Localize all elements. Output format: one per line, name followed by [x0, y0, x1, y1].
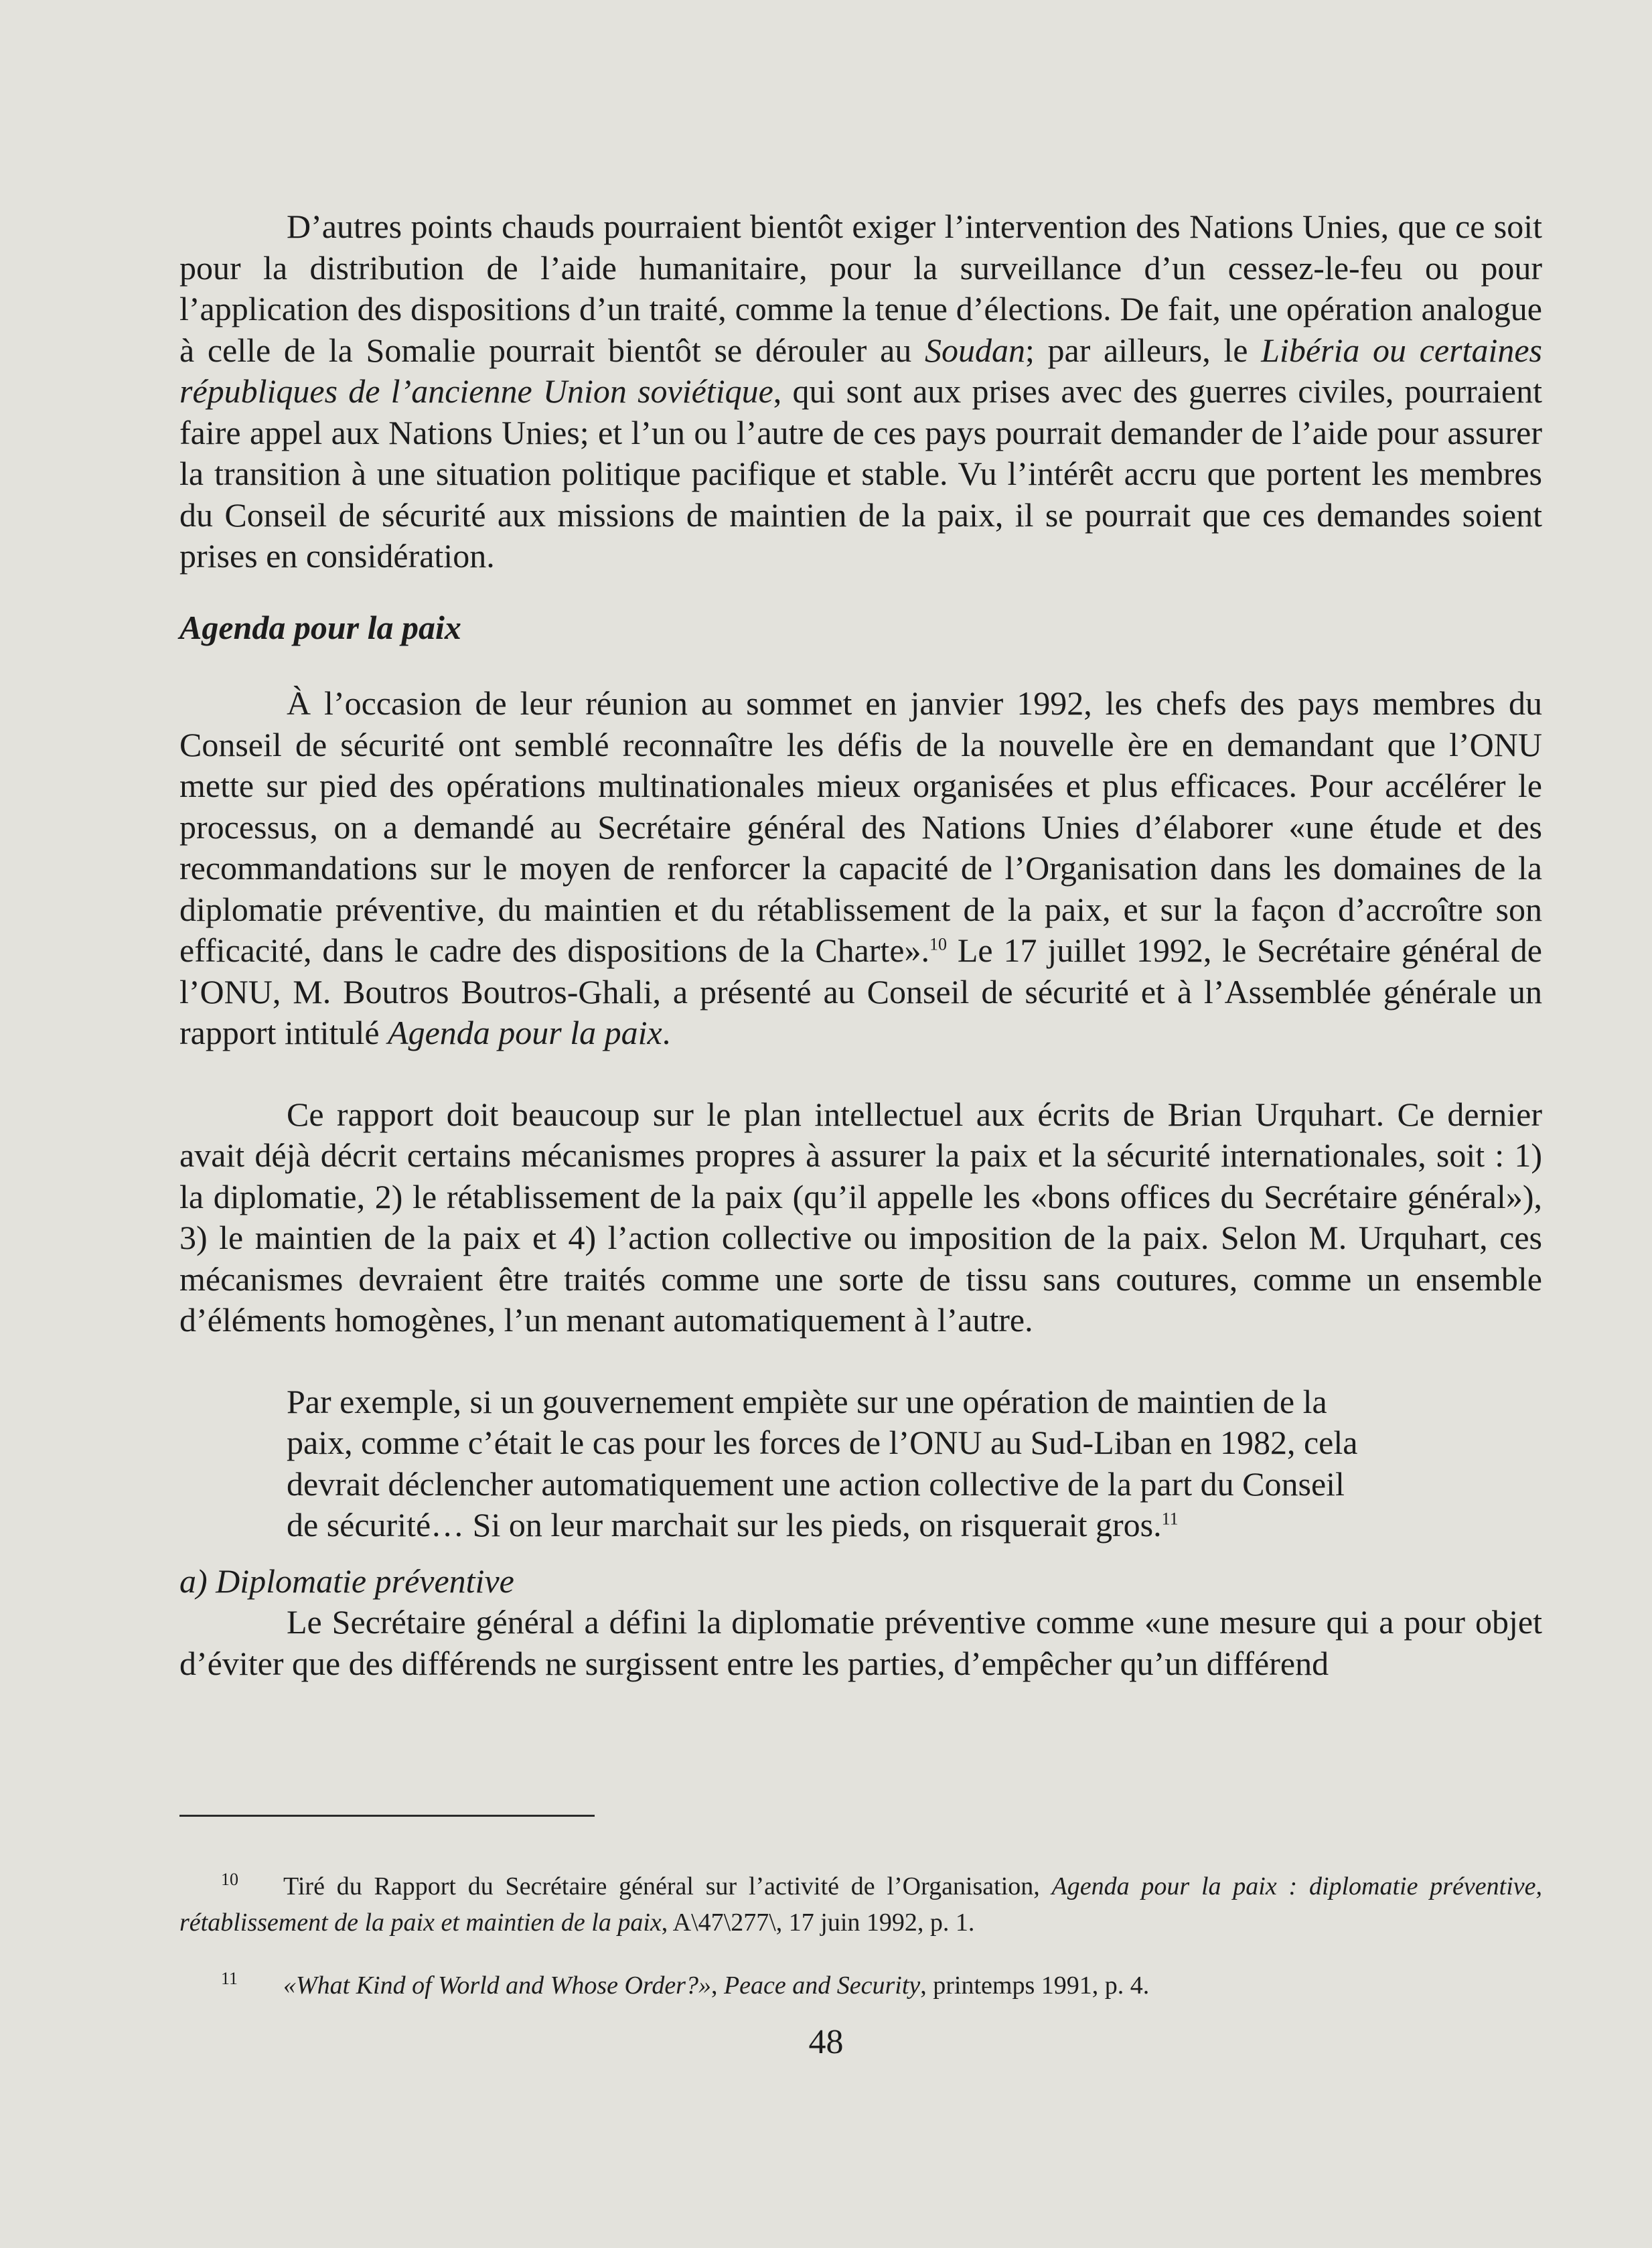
italic-text: Libéria ou certaines républiques de l’ancienne Union soviétique [179, 331, 1542, 410]
footnote-number: 11 [221, 1969, 238, 1988]
footnote-divider [179, 1815, 595, 1817]
page-number: 48 [808, 2023, 844, 2061]
block-quote [287, 1381, 1371, 1546]
text-run: À l’occasion de leur réunion au sommet en janvier 1992, les chefs des pays membres du Conseil de sécurité ont semblé reconnaître les défis de la nouvelle ère en demandant que l’ONU mette sur pied des opérations multinationales mieux organisées et plus efficaces. Pour accélérer le processus, on a demandé au Secrétaire général des Nations Unies d’élaborer «une étude et des recommandations sur le moyen de renforcer la capacité de l’Organisation dans les domaines de la diplomatie préventive, du maintien et du rétablissement de la paix, et sur la façon d’accroître son efficacité, dans le cadre des dispositions de la Charte». [179, 684, 1542, 969]
text-run: Tiré du Rapport du Secrétaire général sur l’activité de l’Organisation, [283, 1872, 1052, 1900]
text-run: , [710, 1971, 724, 2000]
paragraph-urquhart: Ce rapport doit beaucoup sur le plan intellectuel aux écrits de Brian Urquhart. Ce dernier avait déjà décrit certains mécanismes propres à assurer la paix et la sécurité internationales, soit : 1) la diplomatie, 2) le rétablissement de la paix (qu’il appelle les «bons offices du Secrétaire général»), 3) le maintien de la paix et 4) l’action collective ou imposition de la paix. Selon M. Urquhart, ces mécanismes devraient être traités comme une sorte de tissu sans coutures, comme un ensemble d’éléments homogènes, l’un menant automatiquement à l’autre. [179, 1095, 1542, 1339]
footnote-ref: 11 [1161, 1509, 1179, 1529]
footnote-11 [179, 1967, 1542, 2004]
text-run: D’autres points chauds pourraient bientôt exiger l’intervention des Nations Unies, que ce soit pour la distribution de l’aide humanitaire, pour la surveillance d’un cessez-le-feu ou pour l’application des dispositions d’un traité, comme la tenue d’élections. De fait, une opération analogue à celle de la Somalie pourrait bientôt se dérouler au [179, 208, 1542, 369]
section-heading: Agenda pour la paix [179, 608, 461, 646]
subsection-heading: a) Diplomatie préventive [179, 1562, 514, 1600]
italic-text: Agenda pour la paix [388, 1014, 662, 1051]
paragraph-summit [179, 683, 1542, 1054]
text-run: . [662, 1014, 671, 1051]
italic-text: Peace and Security [723, 1971, 921, 2000]
text-run: Le 17 juillet 1992, le Secrétaire général de l’ONU, M. Boutros Boutros-Ghali, a présenté au Conseil de sécurité et à l’Assemblée générale un rapport intitulé [179, 931, 1542, 1051]
footnote-number: 10 [221, 1870, 238, 1889]
paragraph-hot-spots [179, 206, 1542, 577]
text-run: Par exemple, si un gouvernement empiète sur une opération de maintien de la paix, comme c’était le cas pour les forces de l’ONU au Sud-Liban en 1982, cela devrait déclencher automatiquement une action collective de la part du Conseil de sécurité… Si on leur marchait sur les pieds, on risquerait gros. [287, 1382, 1358, 1544]
italic-text: «What Kind of World and Whose Order?» [283, 1971, 711, 2000]
paragraph-preventive-diplomacy: Le Secrétaire général a défini la diplomatie préventive comme «une mesure qui a pour objet d’éviter que des différends ne surgissent entre les parties, d’empêcher qu’un différend [179, 1603, 1542, 1682]
footnotes [179, 1843, 1542, 2029]
text-run: , printemps 1991, p. 4. [920, 1971, 1150, 2000]
footnote-ref: 10 [929, 934, 947, 954]
text-run: , A\47\277\, 17 juin 1992, p. 1. [661, 1908, 975, 1937]
text-run: ; par ailleurs, le [1025, 331, 1262, 369]
italic-text: Soudan [924, 331, 1025, 369]
text-run: , qui sont aux prises avec des guerres civiles, pourraient faire appel aux Nations Unies; et l’un ou l’autre de ces pays pourrait demander de l’aide pour assurer la transition à une situation politique pacifique et stable. Vu l’intérêt accru que portent les membres du Conseil de sécurité aux missions de maintien de la paix, il se pourrait que ces demandes soient prises en considération. [179, 372, 1542, 575]
body-text [179, 206, 1542, 1684]
footnote-10 [179, 1868, 1542, 1941]
italic-text: Agenda pour la paix : diplomatie préventive, rétablissement de la paix et maintien de la paix [179, 1872, 1542, 1937]
